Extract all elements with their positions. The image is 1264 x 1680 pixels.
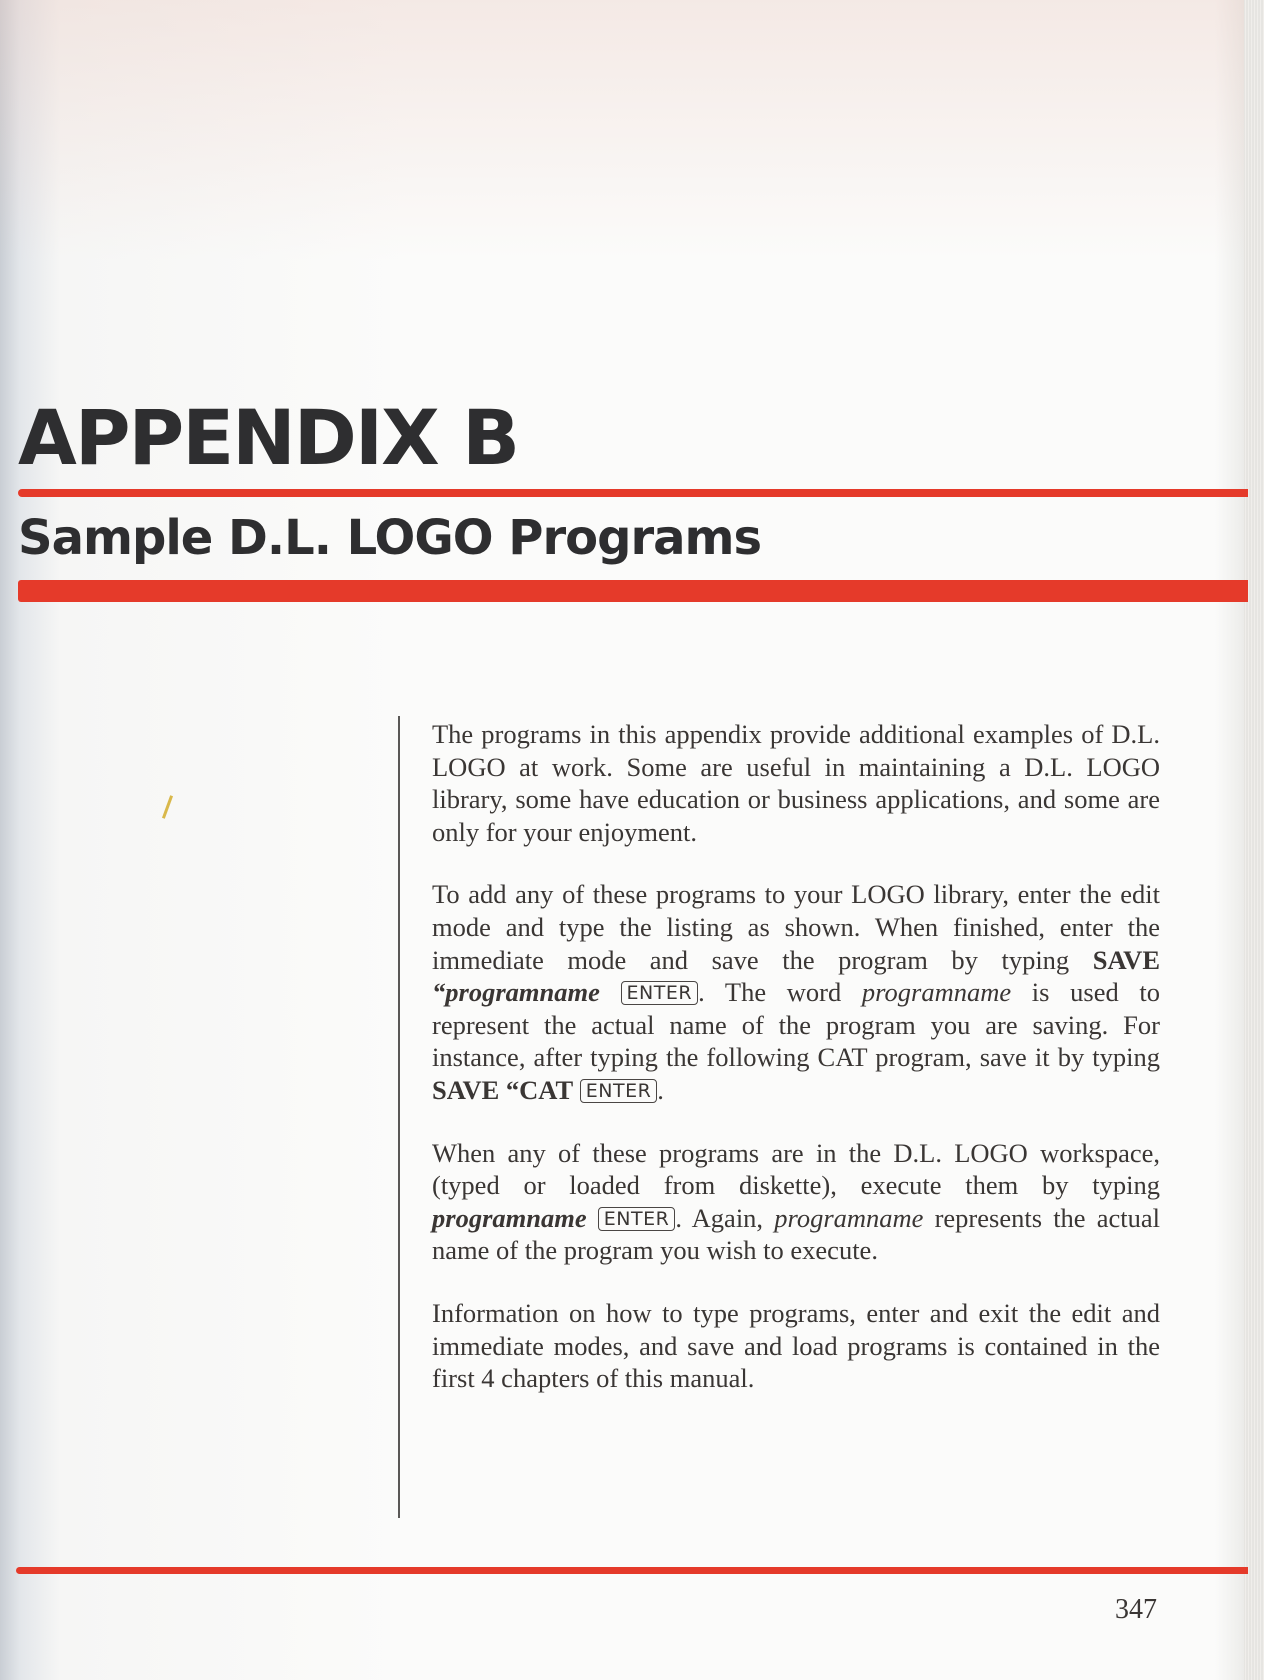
chapter-title: Sample D.L. LOGO Programs xyxy=(18,510,762,566)
save-command: SAVE xyxy=(1092,944,1160,975)
text-run: To add any of these programs to your LOGO library, enter the edit mode and type the listing as shown. When finished, enter the immediate mode and save the program by typing xyxy=(432,879,1160,975)
save-cat-command: SAVE “CAT xyxy=(432,1074,574,1105)
programname-command: programname xyxy=(432,1202,587,1233)
page-edge xyxy=(1244,0,1264,1680)
programname-argument: “programname xyxy=(432,977,600,1008)
appendix-label: APPENDIX B xyxy=(18,393,519,482)
text-run: . xyxy=(657,1074,664,1105)
text-run: is used to represent the actual name of the program you are saving. For instance, after typing the following CAT program, save it by typing xyxy=(432,977,1161,1073)
paragraph-information: Information on how to type programs, enter and exit the edit and immediate modes, and save and load programs is contained in the first 4 chapters of this manual. xyxy=(432,1297,1160,1394)
paragraph-intro: The programs in this appendix provide additional examples of D.L. LOGO at work. Some are useful in maintaining a D.L. LOGO library, some have education or business applications, and some are only for your enjoyment. xyxy=(432,719,1160,847)
text-run: represents the actual name of the program you wish to execute. xyxy=(432,1202,1161,1266)
enter-key: ENTER xyxy=(621,981,699,1005)
paragraph-executing xyxy=(432,1137,1160,1267)
bottom-red-rule xyxy=(16,1567,1248,1574)
enter-key: ENTER xyxy=(598,1207,676,1231)
margin-rule xyxy=(398,716,400,1518)
text-run: When any of these programs are in the D.L. LOGO workspace, (typed or loaded from diskette), execute them by typing xyxy=(432,1137,1160,1201)
programname-term: programname xyxy=(861,977,1012,1008)
enter-key: ENTER xyxy=(580,1079,658,1103)
top-red-rule xyxy=(18,489,1248,497)
facing-page-bleed xyxy=(0,0,1264,260)
programname-term: programname xyxy=(774,1202,924,1233)
paragraph-saving xyxy=(432,878,1160,1106)
page-number: 347 xyxy=(1115,1594,1157,1625)
text-run: . Again, xyxy=(675,1202,775,1233)
text-run: . The word xyxy=(698,977,862,1008)
thick-red-rule xyxy=(18,580,1248,602)
body-text xyxy=(432,718,1160,1425)
